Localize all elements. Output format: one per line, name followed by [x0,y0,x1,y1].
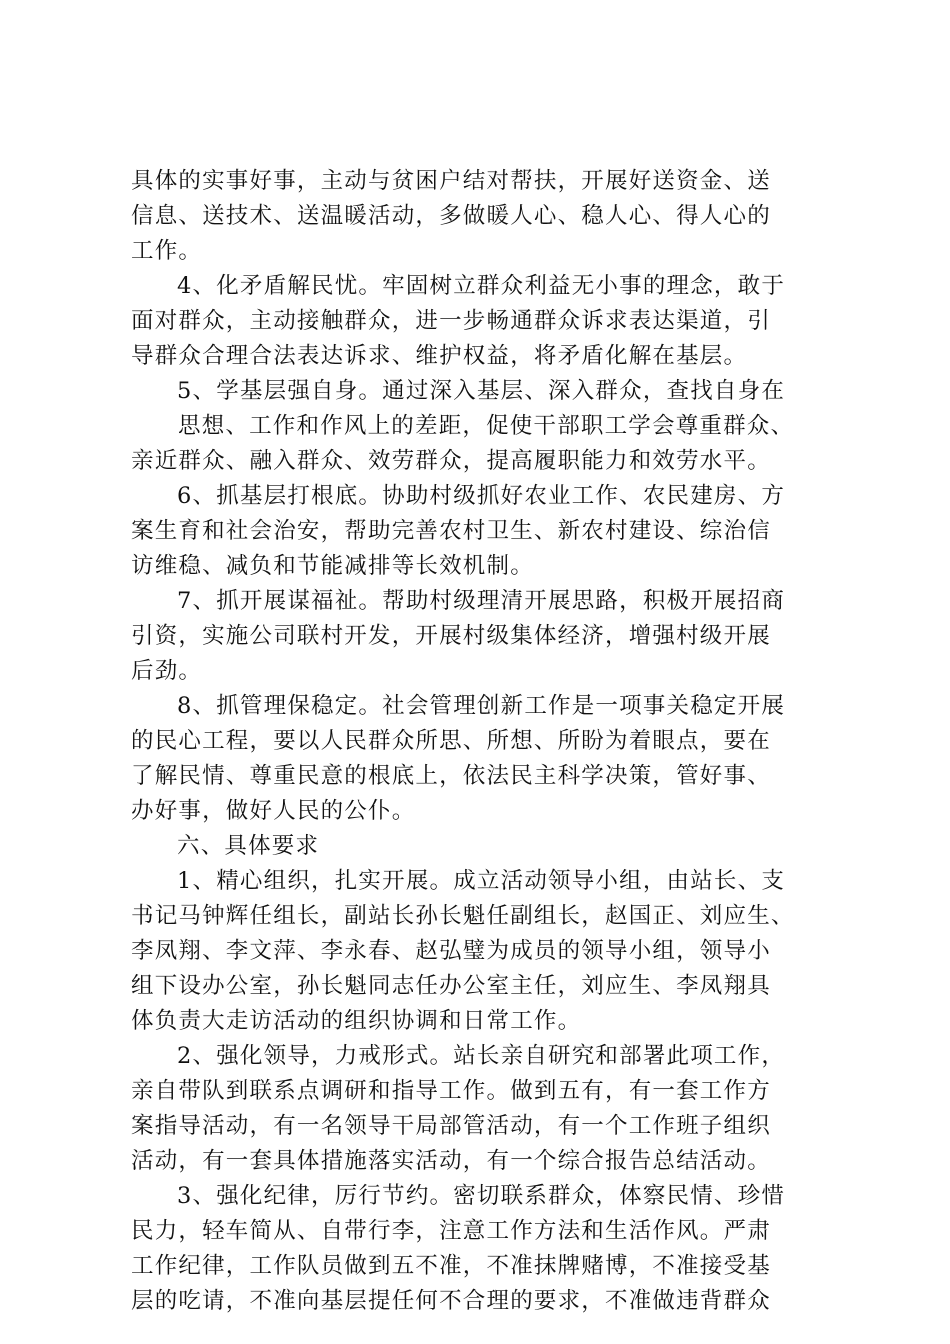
text-line: 思想、工作和作风上的差距，促使干部职工学会尊重群众、 [178,413,795,439]
text-line: 4、化矛盾解民忧。牢固树立群众利益无小事的理念，敢于 [177,273,786,299]
text-line: 体负责大走访活动的组织协调和日常工作。 [131,1008,582,1034]
text-line: 具体的实事好事，主动与贫困户结对帮扶，开展好送资金、送 [131,168,771,194]
text-line: 活动，有一套具体措施落实活动，有一个综合报告总结活动。 [131,1148,771,1174]
text-line: 层的吃请，不准向基层提任何不合理的要求，不准做违背群众 [131,1288,771,1314]
text-line: 工作纪律，工作队员做到五不准，不准抹牌赌博，不准接受基 [131,1253,771,1279]
text-line: 的民心工程，要以人民群众所思、所想、所盼为着眼点，要在 [131,728,771,754]
text-line: 引资，实施公司联村开发，开展村级集体经济，增强村级开展 [131,623,771,649]
text-line: 8、抓管理保稳定。社会管理创新工作是一项事关稳定开展 [177,693,786,719]
text-line: 亲自带队到联系点调研和指导工作。做到五有，有一套工作方 [131,1078,771,1104]
text-line: 案指导活动，有一名领导干局部管活动，有一个工作班子组织 [131,1113,771,1139]
text-line: 李凤翔、李文萍、李永春、赵弘璧为成员的领导小组，领导小 [131,938,771,964]
text-line: 组下设办公室，孙长魁同志任办公室主任，刘应生、李凤翔具 [131,973,771,999]
section-heading: 六、具体要求 [177,833,320,859]
text-line: 导群众合理合法表达诉求、维护权益，将矛盾化解在基层。 [131,343,748,369]
text-line: 3、强化纪律，厉行节约。密切联系群众，体察民情、珍惜 [177,1183,786,1209]
text-line: 访维稳、减负和节能减排等长效机制。 [131,553,534,579]
text-line: 6、抓基层打根底。协助村级抓好农业工作、农民建房、方 [177,483,786,509]
text-line: 工作。 [131,238,203,264]
text-line: 案生育和社会治安，帮助完善农村卫生、新农村建设、综治信 [131,518,771,544]
text-line: 书记马钟辉任组长，副站长孙长魁任副组长，赵国正、刘应生、 [131,903,795,929]
text-line: 5、学基层强自身。通过深入基层、深入群众，查找自身在 [177,378,786,404]
text-line: 1、精心组织，扎实开展。成立活动领导小组，由站长、支 [177,868,786,894]
text-line: 亲近群众、融入群众、效劳群众，提高履职能力和效劳水平。 [131,448,771,474]
text-line: 办好事，做好人民的公仆。 [131,798,416,824]
text-line: 信息、送技术、送温暖活动，多做暖人心、稳人心、得人心的 [131,203,771,229]
text-line: 了解民情、尊重民意的根底上，依法民主科学决策，管好事、 [131,763,771,789]
text-line: 面对群众，主动接触群众，进一步畅通群众诉求表达渠道，引 [131,308,771,334]
text-line: 后劲。 [131,658,203,684]
text-line: 民力，轻车简从、自带行李，注意工作方法和生活作风。严肃 [131,1218,771,1244]
text-line: 2、强化领导，力戒形式。站长亲自研究和部署此项工作， [177,1043,786,1069]
text-line: 7、抓开展谋福祉。帮助村级理清开展思路，积极开展招商 [177,588,786,614]
